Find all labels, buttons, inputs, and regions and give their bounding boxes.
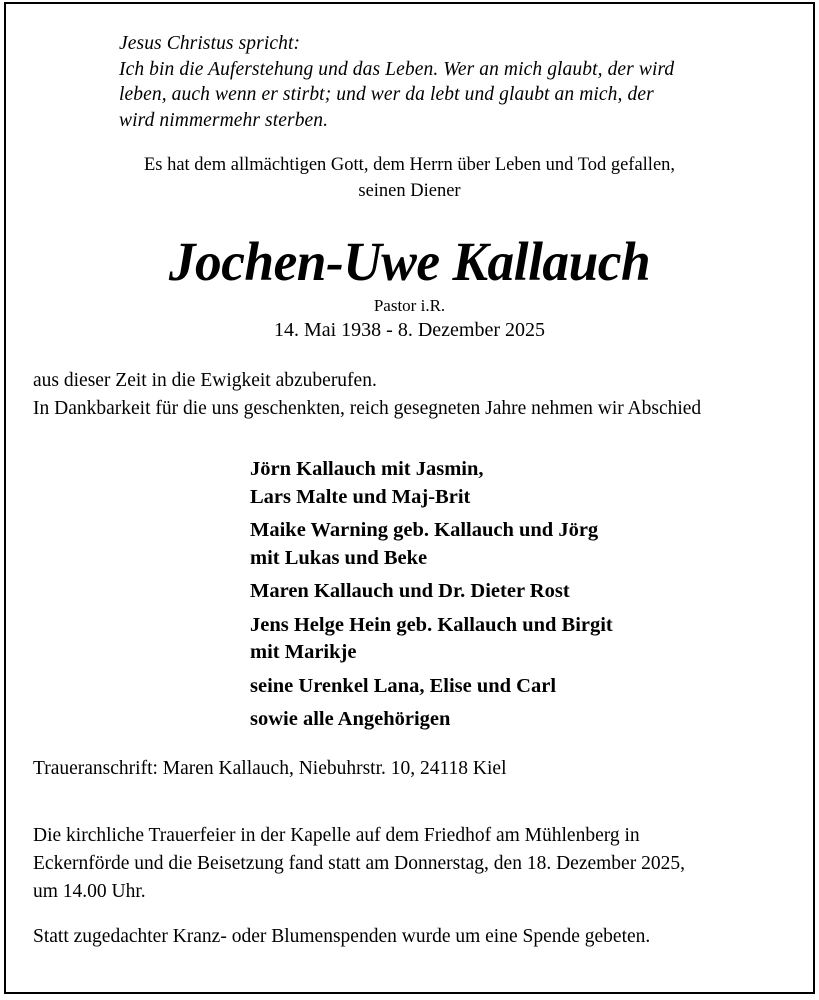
obituary-notice-frame	[4, 2, 815, 994]
mourning-address: Traueranschrift: Maren Kallauch, Niebuhrstr. 10, 24118 Kiel	[33, 758, 507, 779]
survivor-line: mit Lukas und Beke	[250, 546, 428, 569]
survivors-list	[250, 456, 770, 734]
survivor-line: mit Marikje	[250, 641, 357, 663]
scripture-line-2: Ich bin die Auferstehung und das Leben. Wer an mich glaubt, der wird	[119, 58, 675, 80]
scripture-line-1: Jesus Christus spricht:	[119, 33, 301, 54]
survivor-line: Maren Kallauch und Dr. Dieter Rost	[250, 580, 570, 602]
survivor-line: sowie alle Angehörigen	[250, 708, 451, 730]
funeral-service-line-1: Die kirchliche Trauerfeier in der Kapelle auf dem Friedhof am Mühlenberg in	[33, 825, 640, 846]
deceased-name: Jochen-Uwe Kallauch	[168, 231, 651, 292]
funeral-service-line-3: um 14.00 Uhr.	[33, 881, 146, 902]
announcement-intro	[6, 152, 813, 204]
deceased-lifespan: 14. Mai 1938 - 8. Dezember 2025	[273, 319, 546, 341]
obituary-notice-content	[6, 4, 813, 992]
survivor-line: Lars Malte und Maj-Brit	[250, 485, 471, 508]
survivor-line: Jens Helge Hein geb. Kallauch und Birgit	[250, 613, 613, 636]
deceased-role: Pastor i.R.	[373, 296, 446, 315]
body-text-line-2: In Dankbarkeit für die uns geschenkten, reich gesegneten Jahre nehmen wir Abschied	[33, 398, 702, 419]
scripture-line-3: leben, auch wenn er stirbt; und wer da lebt und glaubt an mich, der	[119, 84, 654, 105]
survivor-line: seine Urenkel Lana, Elise und Carl	[250, 674, 557, 697]
scripture-quote	[119, 31, 759, 133]
funeral-service-line-2: Eckernförde und die Beisetzung fand statt am Donnerstag, den 18. Dezember 2025,	[33, 853, 685, 874]
survivor-line: Maike Warning geb. Kallauch und Jörg	[250, 519, 599, 541]
body-text-line-1: aus dieser Zeit in die Ewigkeit abzuberufen.	[33, 370, 377, 391]
announcement-intro-line-2: seinen Diener	[358, 181, 461, 201]
survivor-line: Jörn Kallauch mit Jasmin,	[250, 458, 484, 480]
scripture-line-4: wird nimmermehr sterben.	[119, 109, 329, 131]
funeral-service-details	[33, 822, 793, 906]
announcement-intro-line-1: Es hat dem allmächtigen Gott, dem Herrn über Leben und Tod gefallen,	[143, 155, 676, 175]
donation-note: Statt zugedachter Kranz- oder Blumenspenden wurde um eine Spende gebeten.	[33, 926, 651, 947]
